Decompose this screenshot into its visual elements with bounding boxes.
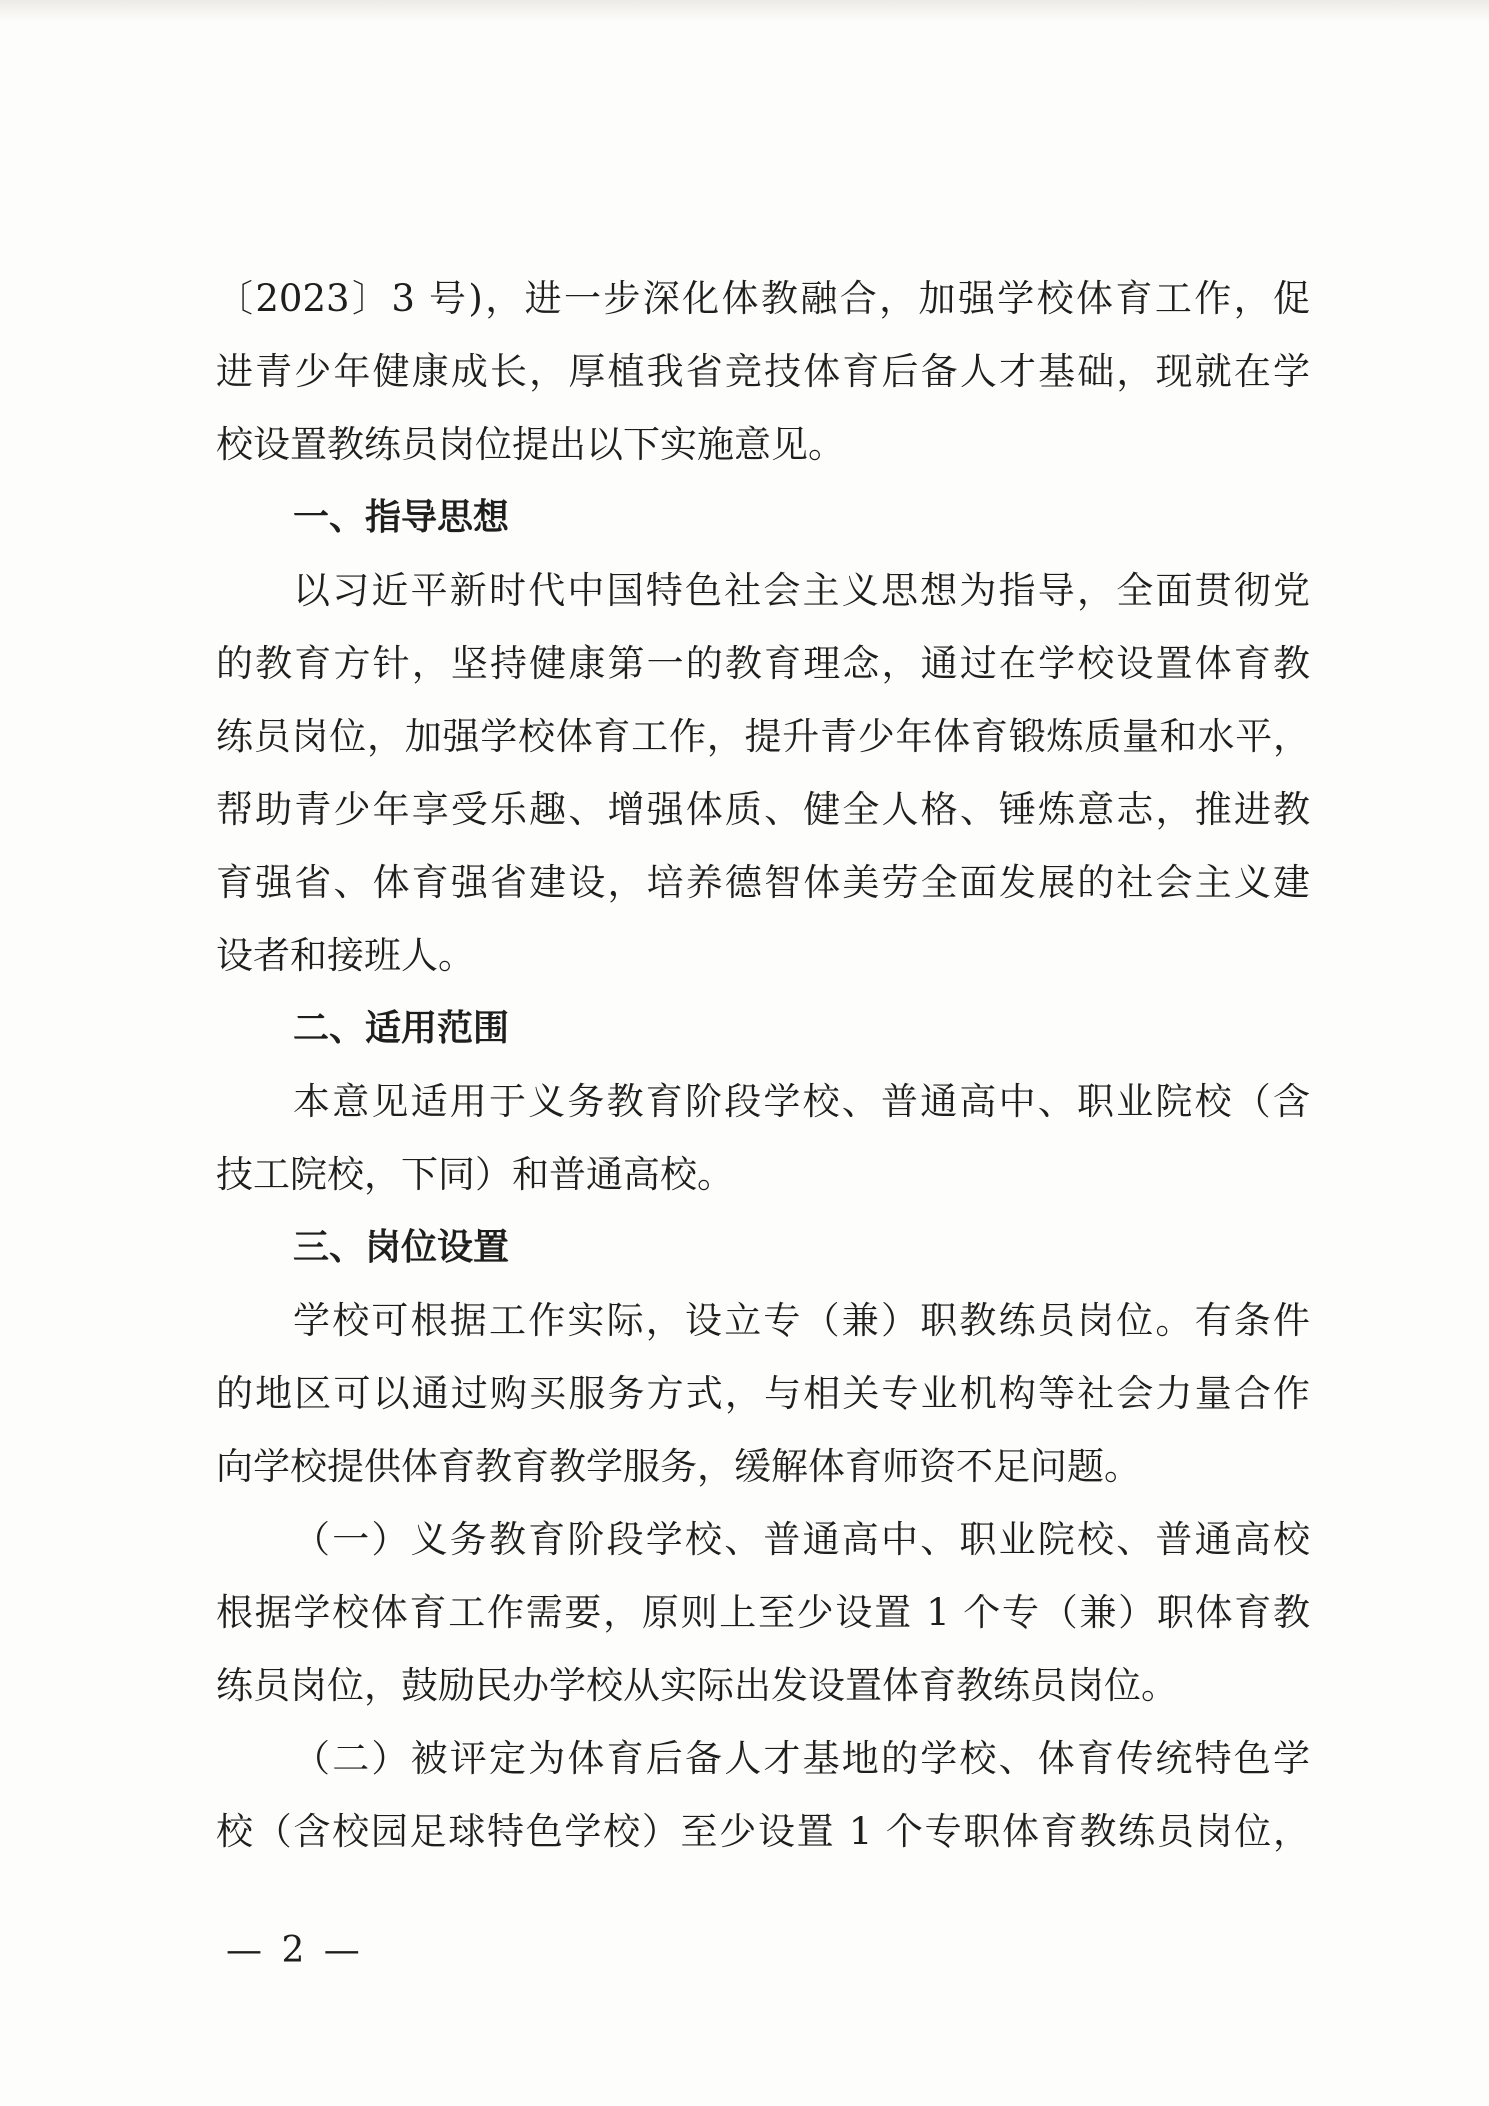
text-line: 的教育方针，坚持健康第一的教育理念，通过在学校设置体育教: [216, 642, 1310, 685]
text-line: 向学校提供体育教育教学服务，缓解体育师资不足问题。: [216, 1445, 1141, 1488]
paragraph-scope: [216, 1065, 1310, 1211]
text-line: 以习近平新时代中国特色社会主义思想为指导，全面贯彻党: [293, 569, 1310, 612]
text-line: 根据学校体育工作需要，原则上至少设置 1 个专（兼）职体育教: [216, 1591, 1310, 1634]
text-line: 练员岗位，鼓励民办学校从实际出发设置体育教练员岗位。: [216, 1664, 1178, 1707]
text-line: 校（含校园足球特色学校）至少设置 1 个专职体育教练员岗位，: [216, 1810, 1310, 1853]
text-line: 学校可根据工作实际，设立专（兼）职教练员岗位。有条件: [293, 1299, 1310, 1342]
page-number: — 2 —: [226, 1930, 364, 1971]
text-line: 育强省、体育强省建设，培养德智体美劳全面发展的社会主义建: [216, 861, 1310, 904]
document-body: [216, 262, 1310, 1868]
text-line: （二）被评定为体育后备人才基地的学校、体育传统特色学: [293, 1737, 1310, 1780]
text-line: 练员岗位，加强学校体育工作，提升青少年体育锻炼质量和水平，: [216, 715, 1310, 758]
paragraph-post-setting: [216, 1284, 1310, 1503]
paragraph-item-2: [216, 1722, 1310, 1868]
text-line: 帮助青少年享受乐趣、增强体质、健全人格、锤炼意志，推进教: [216, 788, 1310, 831]
text-line: 进青少年健康成长，厚植我省竞技体育后备人才基础，现就在学: [216, 350, 1310, 393]
text-line: 本意见适用于义务教育阶段学校、普通高中、职业院校（含: [293, 1080, 1310, 1123]
section-heading-guiding-ideology: 一、指导思想: [293, 497, 510, 538]
text-line: 设者和接班人。: [216, 934, 475, 977]
text-line: 〔2023〕3 号)，进一步深化体教融合，加强学校体育工作，促: [216, 277, 1310, 320]
paragraph-item-1: [216, 1503, 1310, 1722]
intro-paragraph: [216, 262, 1310, 481]
text-line: 校设置教练员岗位提出以下实施意见。: [216, 423, 845, 466]
text-line: 的地区可以通过购买服务方式，与相关专业机构等社会力量合作: [216, 1372, 1310, 1415]
text-line: （一）义务教育阶段学校、普通高中、职业院校、普通高校: [293, 1518, 1310, 1561]
text-line: 技工院校，下同）和普通高校。: [216, 1153, 734, 1196]
paragraph-guiding-ideology: [216, 554, 1310, 992]
section-heading-scope: 二、适用范围: [293, 1008, 510, 1049]
scan-top-edge: [0, 0, 1489, 22]
section-heading-post-setting: 三、岗位设置: [293, 1227, 510, 1268]
